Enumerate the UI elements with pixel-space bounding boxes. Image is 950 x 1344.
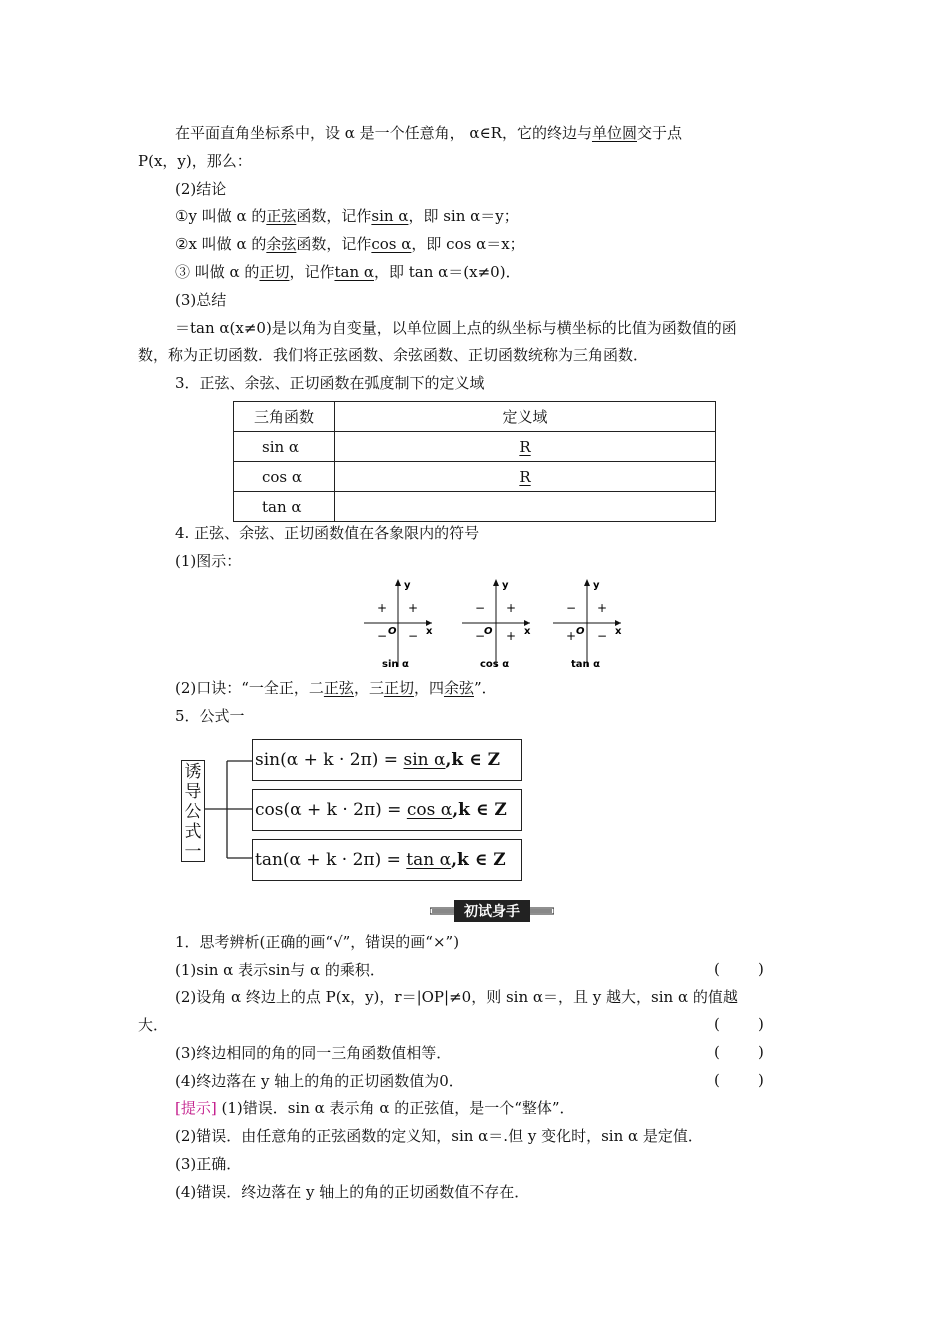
svg-text:−: − (475, 629, 486, 643)
svg-text:x: x (426, 626, 433, 637)
answer-blank-3[interactable]: ( ) (714, 1043, 764, 1061)
table-header-domain: 定义域 (335, 402, 716, 432)
definition-tan: ③ 叫做 α 的正切，记作tan α，即 tan α＝(x≠0)． (175, 263, 521, 281)
summary-line-2: 数，称为正切函数．我们将正弦函数、余弦函数、正切函数统称为三角函数． (138, 346, 649, 364)
svg-text:x: x (524, 626, 531, 637)
svg-text:O: O (388, 626, 397, 637)
quadrant-diagram-sin (362, 577, 434, 673)
question-4: (4)终边落在 y 轴上的角的正切函数值为0． (175, 1072, 464, 1090)
svg-text:y: y (593, 580, 600, 591)
svg-text:−: − (475, 601, 486, 615)
formula-heading: 5．公式一 (175, 707, 245, 725)
question-2: (2)设角 α 终边上的点 P(x，y)，r＝|OP|≠0，则 sin α＝，且 y 越大，sin α 的值越 (175, 988, 738, 1006)
question-1: (1)sin α 表示sin与 α 的乘积． (175, 961, 385, 979)
svg-text:+: + (408, 601, 419, 615)
svg-text:+: + (506, 601, 517, 615)
answer-blank-4[interactable]: ( ) (714, 1071, 764, 1089)
svg-text:sin α: sin α (382, 659, 409, 670)
table-row: cos α R (234, 462, 716, 492)
svg-text:−: − (566, 601, 577, 615)
question-3: (3)终边相同的角的同一三角函数值相等． (175, 1044, 452, 1062)
hint-answer-4: (4)错误．终边落在 y 轴上的角的正切函数值不存在． (175, 1183, 530, 1201)
definition-sin: ①y 叫做 α 的正弦函数，记作sin α，即 sin α＝y； (175, 207, 519, 225)
table-header-function: 三角函数 (234, 402, 335, 432)
summary-line-1: ＝tan α(x≠0)是以角为自变量，以单位圆上点的纵坐标与横坐标的比值为函数值的函 (175, 319, 737, 337)
svg-text:−: − (408, 629, 419, 643)
formula-tan: tan(α + k · 2π) = tan α,k ∈ Z (252, 839, 522, 881)
svg-text:x: x (615, 626, 622, 637)
sign-heading: 4. 正弦、余弦、正切函数值在各象限内的符号 (175, 524, 480, 542)
quadrant-diagram-cos (460, 577, 532, 673)
answer-blank-2[interactable]: ( ) (714, 1015, 764, 1033)
definition-cos: ②x 叫做 α 的余弦函数，记作cos α，即 cos α＝x； (175, 235, 525, 253)
conclusion-heading: (2)结论 (175, 180, 227, 198)
svg-text:−: − (377, 629, 388, 643)
unit-circle-term: 单位圆 (591, 124, 637, 142)
intro-line-1: 在平面直角坐标系中，设 α 是一个任意角， α∈R，它的终边与单位圆交于点 (175, 124, 682, 142)
formula-side-label: 诱 导 公 式 一 (181, 760, 205, 862)
table-row: sin α R (234, 432, 716, 462)
svg-text:+: + (506, 629, 517, 643)
sign-mnemonic: (2)口诀：“一全正，二正弦，三正切，四余弦”． (175, 679, 497, 697)
formula-sin: sin(α + k · 2π) = sin α,k ∈ Z (252, 739, 522, 781)
domain-table (233, 401, 716, 522)
practice-heading: 1．思考辨析(正确的画“√”，错误的画“×”) (175, 933, 460, 951)
svg-text:tan α: tan α (571, 659, 600, 670)
quadrant-diagram-tan (551, 577, 623, 673)
hint-answer-2: (2)错误．由任意角的正弦函数的定义知，sin α＝.但 y 变化时，sin α 是定值． (175, 1127, 703, 1145)
svg-text:+: + (597, 601, 608, 615)
intro-line-2: P(x，y)，那么： (138, 152, 252, 170)
question-2-cont: 大． (138, 1016, 169, 1034)
svg-text:cos α: cos α (480, 659, 510, 670)
practice-banner (430, 900, 554, 922)
domain-heading: 3．正弦、余弦、正切函数在弧度制下的定义域 (175, 374, 485, 392)
sign-subheading: (1)图示： (175, 552, 242, 570)
svg-text:O: O (484, 626, 493, 637)
svg-text:−: − (597, 629, 608, 643)
summary-heading: (3)总结 (175, 291, 227, 309)
formula-bracket (205, 758, 255, 868)
table-row: tan α (234, 492, 716, 522)
svg-text:+: + (566, 629, 577, 643)
svg-text:初试身手: 初试身手 (464, 904, 520, 920)
svg-text:O: O (576, 626, 585, 637)
hint-answer-1: [提示] (1)错误．sin α 表示角 α 的正弦值，是一个“整体”． (175, 1099, 575, 1117)
table-header-row (234, 402, 716, 432)
hint-answer-3: (3)正确． (175, 1155, 242, 1173)
answer-blank-1[interactable]: ( ) (714, 960, 764, 978)
svg-text:y: y (404, 580, 411, 591)
hint-tag: [提示] (175, 1099, 217, 1117)
svg-text:y: y (502, 580, 509, 591)
svg-text:+: + (377, 601, 388, 615)
formula-cos: cos(α + k · 2π) = cos α,k ∈ Z (252, 789, 522, 831)
